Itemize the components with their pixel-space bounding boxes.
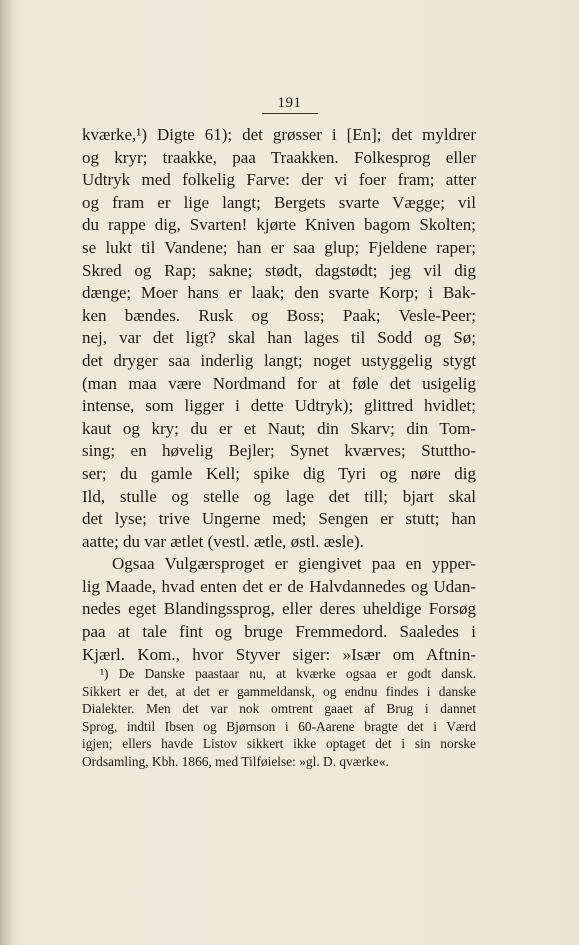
footnote-line: ¹) De Danske paastaar nu, at kværke ogsaa er godt dansk.: [100, 666, 476, 681]
text-line: ser; du gamle Kell; spike dig Tyri og nøre dig: [82, 463, 476, 483]
text-line: og kryr; traakke, paa Traakken. Folkesprog eller: [82, 147, 476, 167]
text-line: du rappe dig, Svarten! kjørte Kniven bagom Skolten;: [82, 215, 476, 235]
text-line: kværke,¹) Digte 61); det grøsser i [En]; det myldrer: [82, 125, 476, 144]
page-header: [0, 94, 579, 114]
text-line: se lukt til Vandene; han er saa glup; Fjeldene raper;: [82, 237, 476, 257]
text-line: det dryger saa inderlig langt; noget ustyggelig stygt: [82, 350, 476, 370]
main-text: [82, 124, 476, 666]
book-spine-shadow: [0, 0, 14, 945]
text-line: Kjærl. Kom., hvor Styver siger: »Især om Aftnin-: [82, 644, 476, 664]
text-line: kaut og kry; du er et Naut; din Skarv; din Tom-: [82, 418, 476, 438]
text-line: nej, var det ligt? skal han lages til Sodd og Sø;: [82, 328, 476, 348]
footnote-line: Sprog, indtil Ibsen og Bjørnson i 60-Aarene bragte det i Værd: [82, 718, 476, 734]
text-line: Ild, stulle og stelle og lage det till; bjart skal: [82, 486, 476, 506]
text-line: nedes eget Blandingssprog, eller deres uheldige Forsøg: [82, 599, 476, 619]
text-line: ken bændes. Rusk og Boss; Paak; Vesle-Peer;: [82, 305, 476, 325]
text-line: Udtryk med folkelig Farve: der vi foer fram; atter: [82, 170, 476, 190]
text-line: og fram er lige langt; Bergets svarte Vægge; vil: [82, 192, 476, 212]
footnotes: [82, 665, 476, 771]
page-number: 191: [262, 95, 318, 114]
text-line: lig Maade, hvad enten det er de Halvdannedes og Udan-: [82, 576, 476, 596]
text-line: det lyse; trive Ungerne med; Sengen er stutt; han: [82, 509, 476, 529]
text-line: Skred og Rap; sakne; stødt, dagstødt; jeg vil dig: [82, 260, 476, 280]
text-line: (man maa være Nordmand for at føle det usigelig: [82, 373, 476, 393]
text-line: sing; en høvelig Bejler; Synet kværves; Stuttho-: [82, 441, 476, 461]
text-line: paa at tale fint og bruge Fremmedord. Saaledes i: [82, 622, 476, 642]
footnote-line: igjen; ellers havde Listov sikkert ikke optaget det i sin norske: [82, 736, 476, 752]
text-line: aatte; du var ætlet (vestl. ætle, østl. æsle).: [82, 531, 364, 551]
text-line: dænge; Moer hans er laak; den svarte Korp; i Bak-: [82, 283, 476, 303]
footnote-line: Ordsamling, Kbh. 1866, med Tilføielse: »gl. D. qværke«.: [82, 753, 389, 769]
footnote-line: Sikkert er det, at det er gammeldansk, og endnu findes i danske: [82, 683, 476, 699]
text-line: intense, som ligger i dette Udtryk); glittred hvidlet;: [82, 396, 476, 416]
footnote-line: Dialekter. Men det var nok omtrent gaaet af Brug i dannet: [82, 701, 476, 717]
text-line: Ogsaa Vulgærsproget er giengivet paa en ypper-: [112, 554, 476, 574]
